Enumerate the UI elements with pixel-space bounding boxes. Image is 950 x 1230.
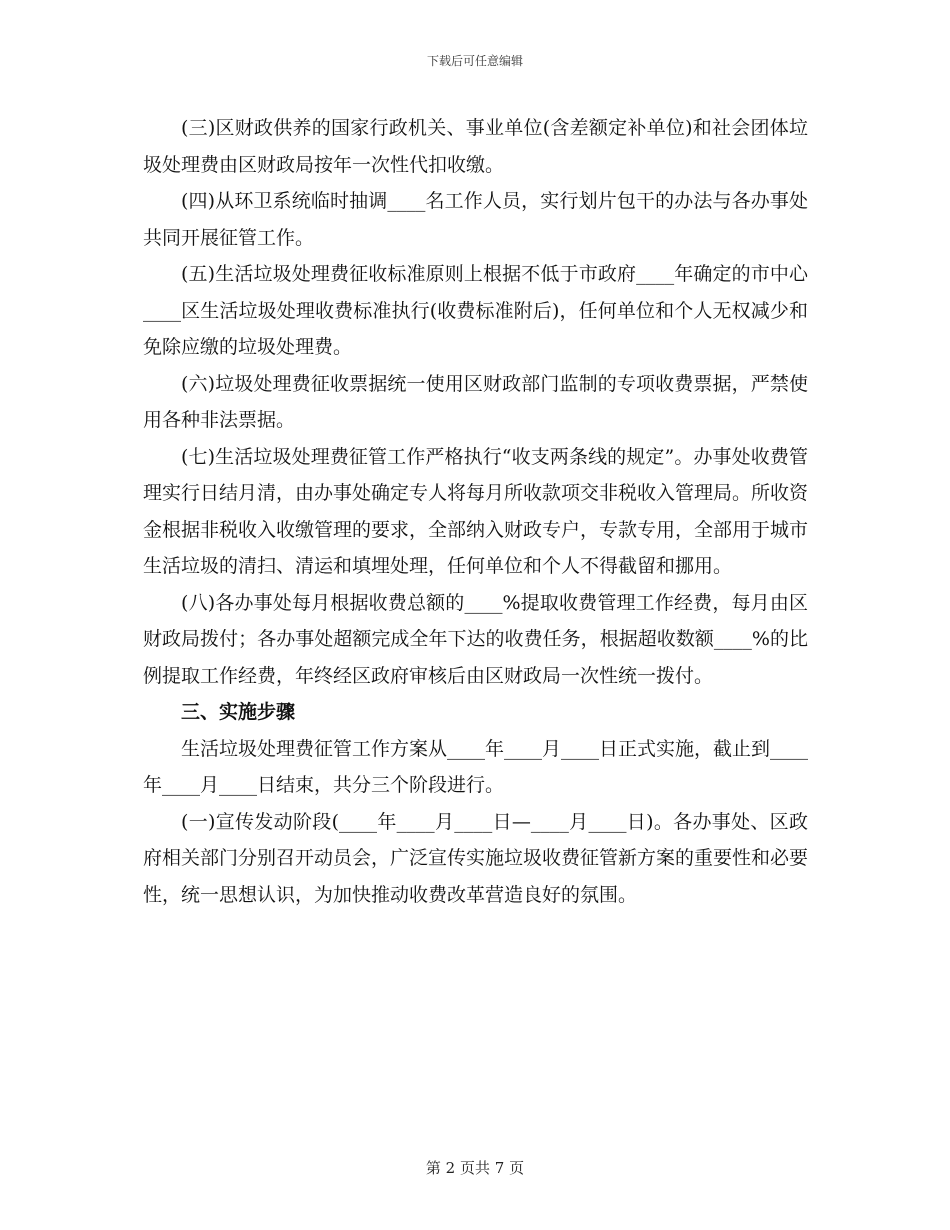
- paragraph-stage-1: (一)宣传发动阶段(____年____月____日—____月____日)。各办事处、区政府相关部门分别召开动员会，广泛宣传实施垃圾收费征管新方案的重要性和必要性，统一思想认识，为加快推动收费改革营造良好的氛围。: [143, 810, 809, 906]
- paragraph-item-8: (八)各办事处每月根据收费总额的____%提取收费管理工作经费，每月由区财政局拨付；各办事处超额完成全年下达的收费任务，根据超收数额____%的比例提取工作经费，年终经区政府审核后由区财政局一次性统一拨付。: [143, 591, 808, 687]
- page-footer: 第 2 页共 7 页: [425, 1159, 525, 1177]
- paragraph-item-3: (三)区财政供养的国家行政机关、事业单位(含差额定补单位)和社会团体垃圾处理费由区财政局按年一次性代扣收缴。: [143, 117, 808, 176]
- paragraph-item-6: (六)垃圾处理费征收票据统一使用区财政部门监制的专项收费票据，严禁使用各种非法票据。: [143, 372, 808, 431]
- paragraph-item-5: (五)生活垃圾处理费征收标准原则上根据不低于市政府____年确定的市中心____区生活垃圾处理收费标准执行(收费标准附后)，任何单位和个人无权减少和免除应缴的垃圾处理费。: [143, 263, 808, 358]
- paragraph-item-4: (四)从环卫系统临时抽调____名工作人员，实行划片包干的办法与各办事处共同开展征管工作。: [143, 190, 808, 249]
- page-header: 下载后可任意编辑: [426, 54, 523, 68]
- paragraph-item-7: (七)生活垃圾处理费征管工作严格执行“收支两条线的规定”。办事处收费管理实行日结月清，由办事处确定专人将每月所收款项交非税收入管理局。所收资金根据非税收入收缴管理的要求，全部纳入财政专户，专款专用，全部用于城市生活垃圾的清扫、清运和填埋处理，任何单位和个人不得截留和挪用。: [143, 445, 809, 577]
- paragraph-schedule: 生活垃圾处理费征管工作方案从____年____月____日正式实施，截止到____年____月____日结束，共分三个阶段进行。: [143, 737, 809, 796]
- section-heading-implementation-steps: 三、实施步骤: [181, 701, 296, 723]
- document-body: [143, 110, 808, 913]
